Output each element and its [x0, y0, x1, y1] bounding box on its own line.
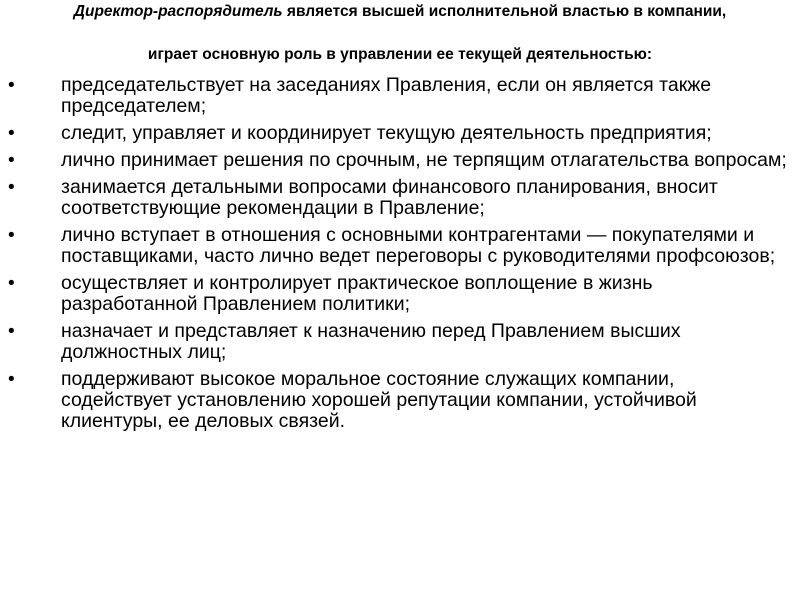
- heading-line-2: играет основную роль в управлении ее текущей деятельностью:: [147, 46, 653, 63]
- bullet-icon: •: [8, 321, 15, 342]
- duty-text-3: лично принимает решения по срочным, не терпящим отлагательства вопросам;: [61, 149, 787, 171]
- duty-item-7: [0, 321, 800, 363]
- duty-text-1: председательствует на заседаниях Правления, если он является также председателем;: [61, 74, 712, 117]
- duty-text-6: осуществляет и контролирует практическое воплощение в жизнь разработанной Правлением политики;: [61, 272, 653, 315]
- heading-role: Директор-распорядитель: [73, 3, 283, 20]
- bullet-icon: •: [8, 369, 15, 390]
- duty-text-4: занимается детальными вопросами финансового планирования, вносит соответствующие рекомендации в Правление;: [61, 176, 718, 219]
- heading-line-1-rest: является высшей исполнительной властью в компании,: [282, 3, 727, 20]
- bullet-icon: •: [8, 225, 15, 246]
- duty-item-3: [0, 150, 800, 171]
- duty-text-8: поддерживают высокое моральное состояние служащих компании, содействует установлению хорошей репутации компании, устойчивой клиентуры, ее деловых связей.: [61, 368, 697, 432]
- bullet-icon: •: [8, 150, 15, 171]
- duty-text-5: лично вступает в отношения с основными контрагентами — покупателями и поставщиками, часто лично ведет переговоры с руководителями профсоюзов;: [61, 224, 776, 267]
- duty-item-6: [0, 273, 800, 315]
- duty-item-8: [0, 369, 800, 432]
- bullet-icon: •: [8, 75, 15, 96]
- bullet-icon: •: [8, 177, 15, 198]
- duty-text-2: следит, управляет и координирует текущую деятельность предприятия;: [61, 122, 712, 144]
- duty-item-5: [0, 225, 800, 267]
- duties-list: [0, 75, 800, 438]
- heading-line-1: [0, 3, 800, 21]
- duty-item-4: [0, 177, 800, 219]
- bullet-icon: •: [8, 123, 15, 144]
- duty-text-7: назначает и представляет к назначению перед Правлением высших должностных лиц;: [61, 320, 681, 363]
- duty-item-1: [0, 75, 800, 117]
- bullet-icon: •: [8, 273, 15, 294]
- duty-item-2: [0, 123, 800, 144]
